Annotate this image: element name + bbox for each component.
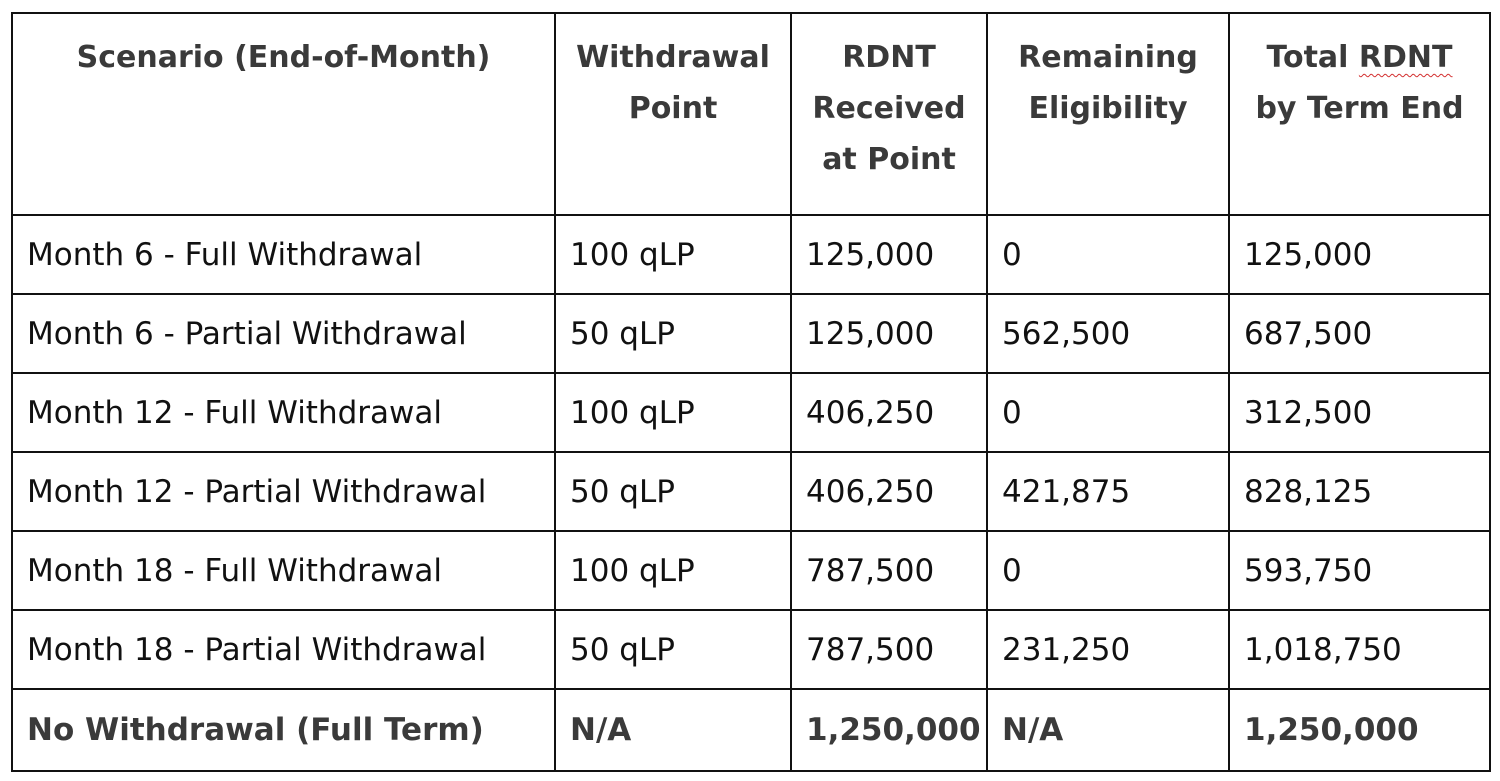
table-body [12,215,1490,771]
spellcheck-underlined-word[interactable]: RDNT [1358,40,1453,75]
cell-total-rdnt: 593,750 [1229,531,1490,610]
table-row [12,452,1490,531]
cell-total-rdnt: 312,500 [1229,373,1490,452]
cell-remaining-eligibility: 231,250 [987,610,1229,689]
cell-withdrawal-point: 50 qLP [555,294,791,373]
header-line: Eligibility [1028,91,1188,126]
cell-remaining-eligibility: 421,875 [987,452,1229,531]
header-row [12,13,1490,215]
cell-remaining-eligibility: N/A [987,689,1229,771]
header-line: RDNT [842,40,936,75]
cell-withdrawal-point: 100 qLP [555,215,791,294]
cell-remaining-eligibility: 562,500 [987,294,1229,373]
header-line-total-rdnt: Total RDNT [1266,40,1453,75]
cell-remaining-eligibility: 0 [987,531,1229,610]
header-total-rdnt [1229,13,1490,215]
header-remaining-eligibility [987,13,1229,215]
cell-remaining-eligibility: 0 [987,215,1229,294]
table-row [12,689,1490,771]
cell-rdnt-received: 125,000 [791,215,987,294]
cell-scenario: Month 18 - Partial Withdrawal [12,610,555,689]
cell-rdnt-received: 1,250,000 [791,689,987,771]
header-line: Withdrawal [576,40,770,75]
rdnt-withdrawal-table-wrapper [11,12,1491,772]
cell-scenario: No Withdrawal (Full Term) [12,689,555,771]
header-rdnt-received [791,13,987,215]
table-row [12,610,1490,689]
cell-total-rdnt: 687,500 [1229,294,1490,373]
cell-rdnt-received: 787,500 [791,610,987,689]
table-row [12,215,1490,294]
header-withdrawal-point [555,13,791,215]
table-row [12,294,1490,373]
cell-remaining-eligibility: 0 [987,373,1229,452]
cell-total-rdnt: 828,125 [1229,452,1490,531]
cell-scenario: Month 12 - Partial Withdrawal [12,452,555,531]
header-line: Remaining [1018,40,1198,75]
header-line: Point [628,91,718,126]
header-line: Scenario (End-of-Month) [76,40,491,75]
table-row [12,531,1490,610]
table-row [12,373,1490,452]
cell-withdrawal-point: 50 qLP [555,452,791,531]
rdnt-withdrawal-table [11,12,1491,772]
header-line: Received [812,91,966,126]
cell-withdrawal-point: 100 qLP [555,373,791,452]
cell-rdnt-received: 406,250 [791,373,987,452]
cell-rdnt-received: 406,250 [791,452,987,531]
cell-withdrawal-point: 50 qLP [555,610,791,689]
cell-total-rdnt: 125,000 [1229,215,1490,294]
cell-scenario: Month 18 - Full Withdrawal [12,531,555,610]
header-line: by Term End [1255,91,1464,126]
cell-scenario: Month 6 - Partial Withdrawal [12,294,555,373]
cell-scenario: Month 12 - Full Withdrawal [12,373,555,452]
cell-total-rdnt: 1,018,750 [1229,610,1490,689]
cell-withdrawal-point: N/A [555,689,791,771]
cell-rdnt-received: 787,500 [791,531,987,610]
cell-scenario: Month 6 - Full Withdrawal [12,215,555,294]
header-scenario [12,13,555,215]
cell-total-rdnt: 1,250,000 [1229,689,1490,771]
header-line: at Point [822,142,956,177]
cell-rdnt-received: 125,000 [791,294,987,373]
cell-withdrawal-point: 100 qLP [555,531,791,610]
table-header [12,13,1490,215]
